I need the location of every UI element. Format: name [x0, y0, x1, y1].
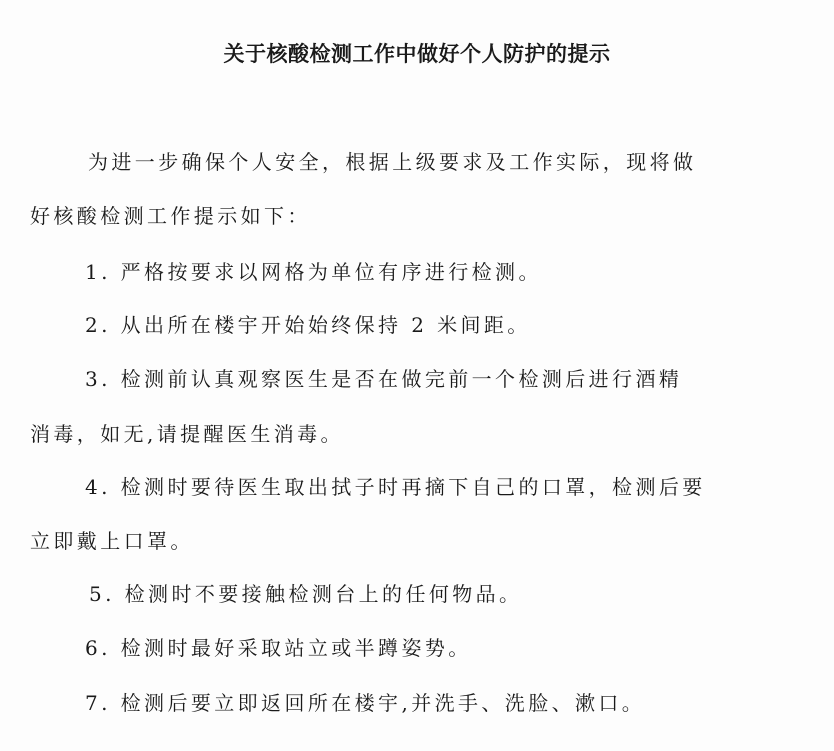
intro-line-1: 为进一步确保个人安全，根据上级要求及工作实际，现将做: [88, 150, 697, 174]
list-item-4-line-2: 立即戴上口罩。: [30, 529, 194, 553]
document-title: 关于核酸检测工作中做好个人防护的提示: [223, 42, 611, 66]
list-item-6: 6. 检测时最好采取站立或半蹲姿势。: [85, 636, 472, 660]
intro-line-2: 好核酸检测工作提示如下：: [30, 204, 311, 228]
list-item-5: 5. 检测时不要接触检测台上的任何物品。: [89, 582, 523, 606]
list-item-3-line-1: 3. 检测前认真观察医生是否在做完前一个检测后进行酒精: [85, 367, 683, 391]
list-item-4-line-1: 4. 检测时要待医生取出拭子时再摘下自己的口罩，检测后要: [85, 475, 706, 499]
list-item-7: 7. 检测后要立即返回所在楼宇,并洗手、洗脸、漱口。: [85, 691, 646, 715]
list-item-1: 1. 严格按要求以网格为单位有序进行检测。: [85, 260, 542, 284]
list-item-2: 2. 从出所在楼宇开始始终保持 2 米间距。: [85, 313, 531, 337]
list-item-3-line-2: 消毒，如无,请提醒医生消毒。: [30, 422, 344, 446]
